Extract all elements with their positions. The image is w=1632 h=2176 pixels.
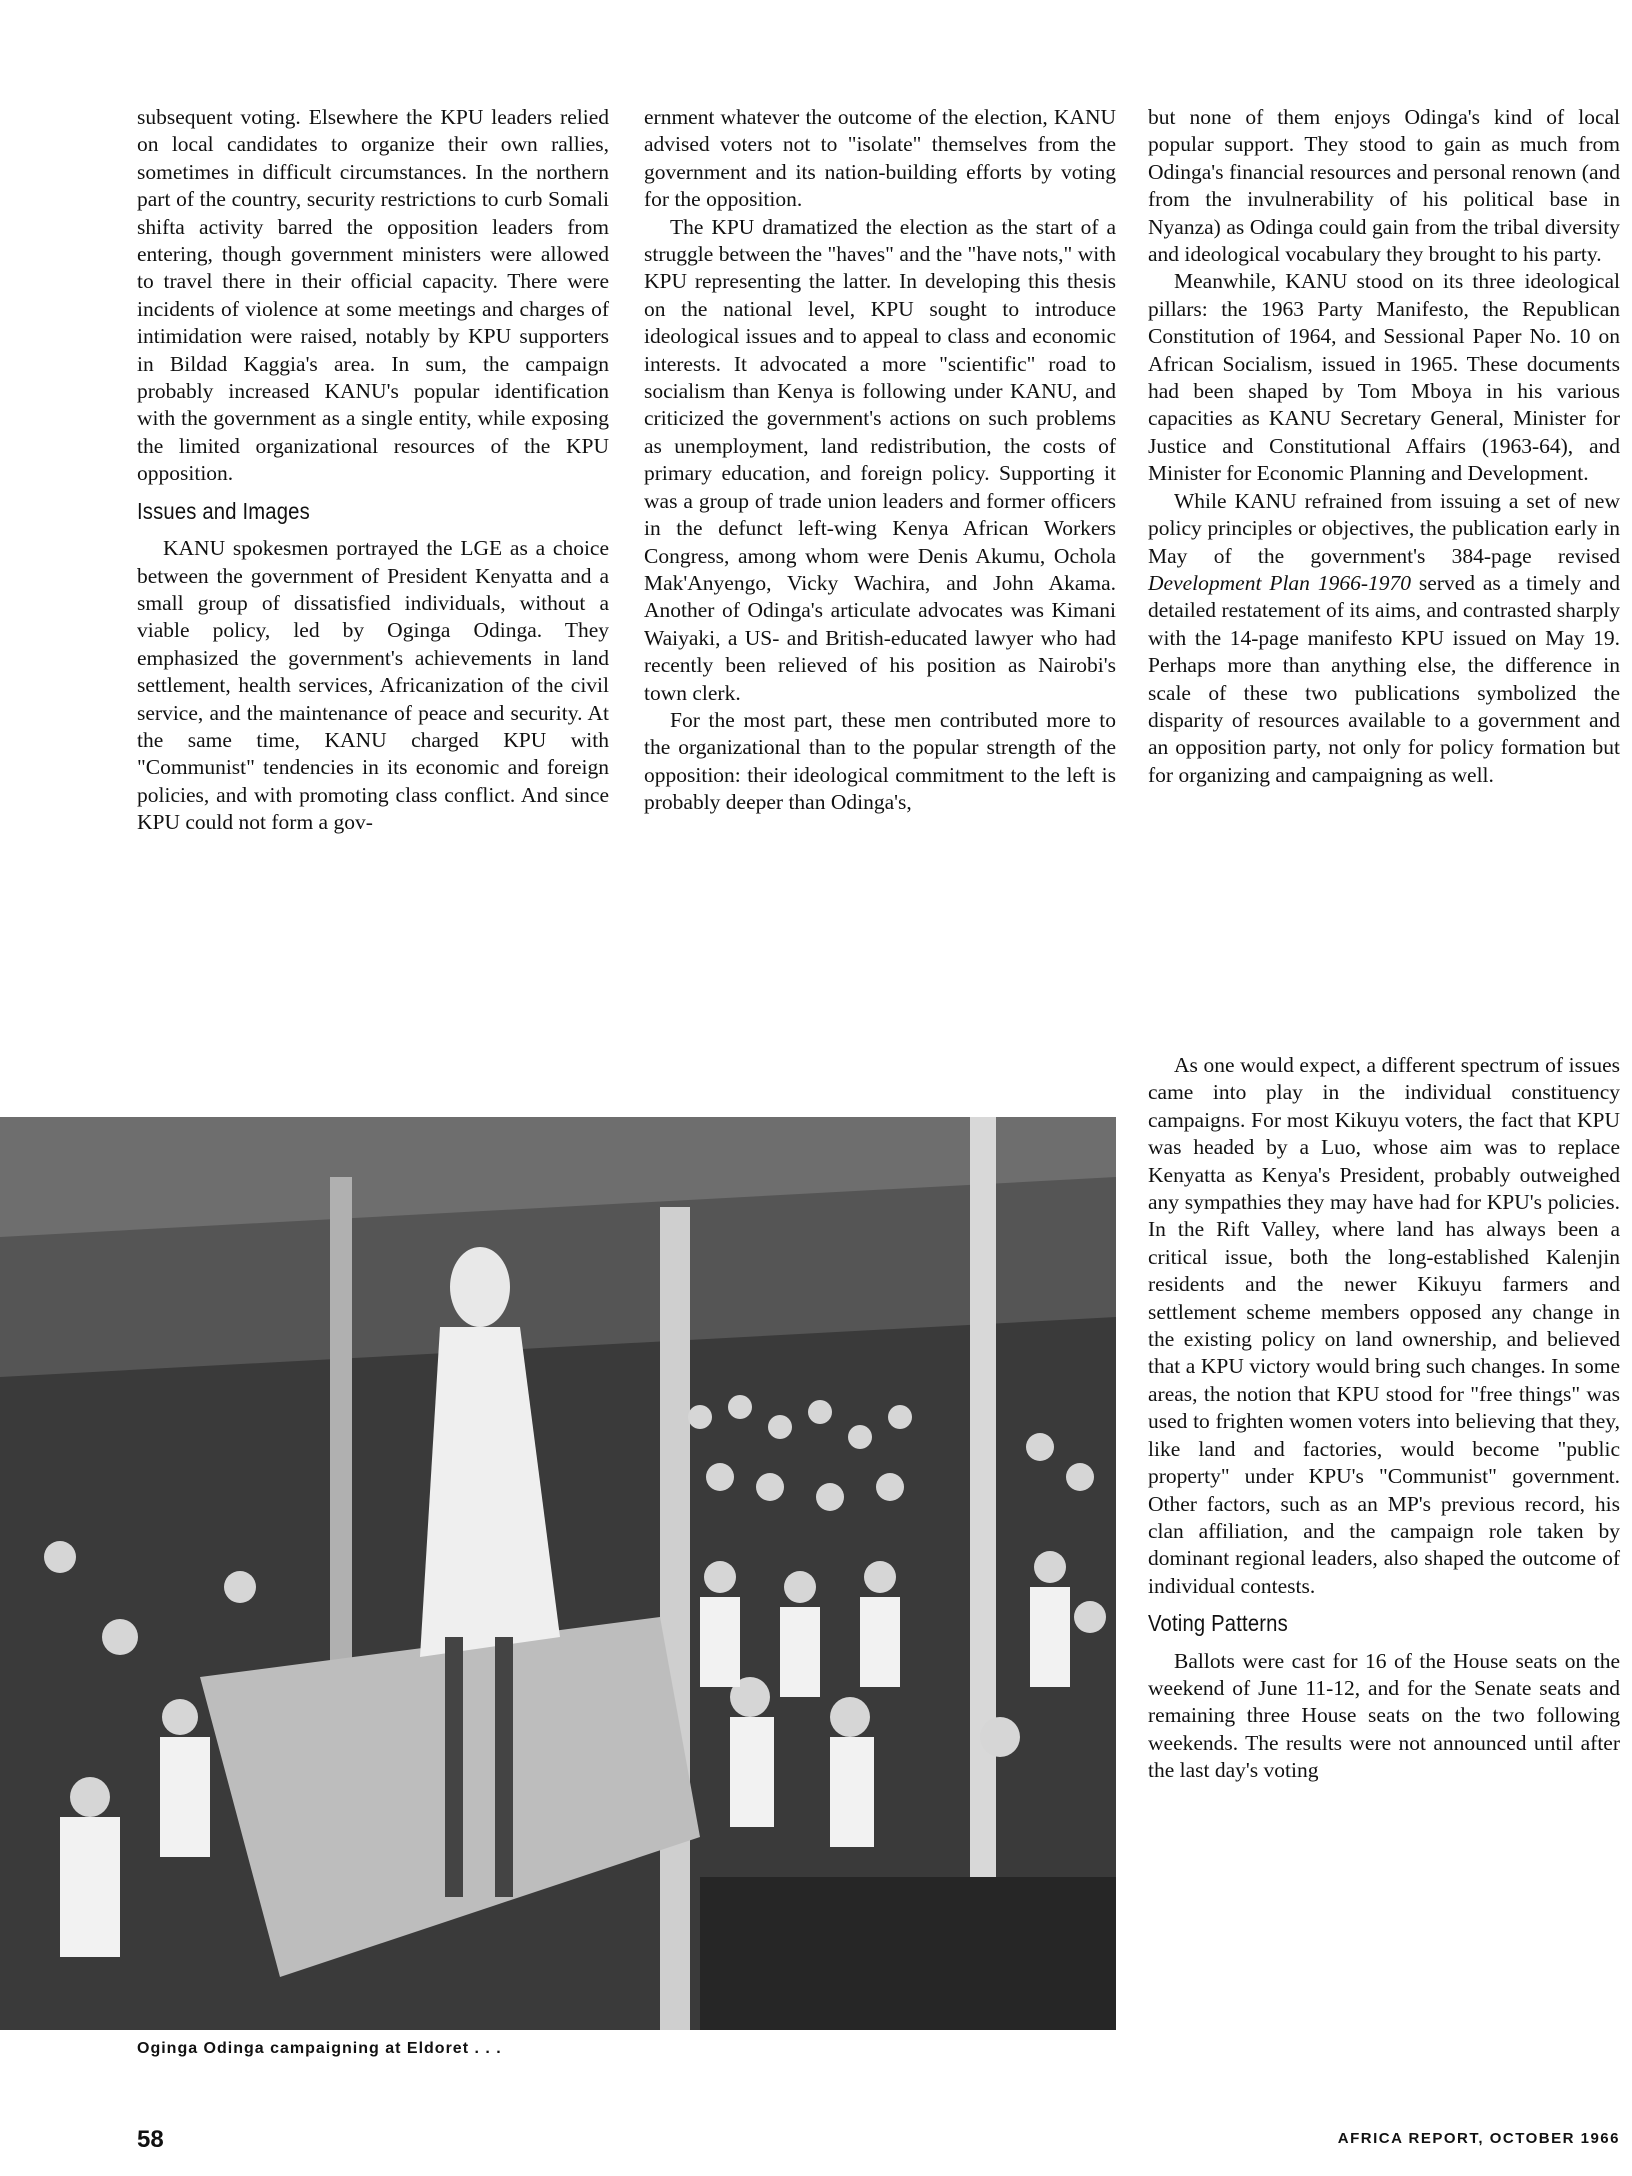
paragraph [1148,488,1620,789]
section-heading-voting: Voting Patterns [1148,1610,1288,1637]
paragraph: ernment whatever the outcome of the election, KANU advised voters not to "isolate" themselves from the government and its nation-building efforts by voting for the opposition. [644,105,1116,212]
text-column-2 [644,104,1116,817]
page-number: 58 [137,2126,164,2153]
paragraph: The KPU dramatized the election as the start of a struggle between the "haves" and the "have nots," with KPU representing the latter. In developing this thesis on the national level, KPU sought to introduce ideological issues and to appeal to class and economic interests. It advocated a more "scientific" road to socialism than Kenya is following under KANU, and criticized the government's actions on such problems as unemployment, land redistribution, the costs of primary education, and foreign policy. Supporting it was a group of trade union leaders and former officers in the defunct left-wing Kenya African Workers Congress, among whom were Denis Akumu, Ochola Mak'Anyengo, Vicky Wachira, and John Akama. Another of Odinga's articulate advocates was Kimani Waiyaki, a US- and British-educated lawyer who had recently been relieved of his position as Nairobi's town clerk. [644,214,1116,705]
publication-title: Development Plan 1966-1970 [1148,570,1411,595]
paragraph-text: While KANU refrained from issuing a set of new policy principles or objectives, the publication early in May of the government's 384-page revised [1148,488,1620,568]
paragraph: Ballots were cast for 16 of the House seats on the weekend of June 11-12, and for the Senate seats and remaining three House seats on the two following weekends. The results were not announced until after the last day's voting [1148,1648,1620,1783]
paragraph: For the most part, these men contributed more to the organizational than to the popular strength of the opposition: their ideological commitment to the left is probably deeper than Odinga's, [644,707,1116,815]
section-heading-issues: Issues and Images [137,497,310,524]
paragraph-text: served as a timely and detailed restatement of its aims, and contrasted sharply with the 14-page manifesto KPU issued on May 19. Perhaps more than anything else, the difference in scale of these two publications symbolized the disparity of resources available to a government and an opposition party, not only for policy formation but for organizing and campaigning as well. [1148,570,1621,787]
photo-caption: Oginga Odinga campaigning at Eldoret . . . [137,2040,502,2057]
running-footer: AFRICA REPORT, OCTOBER 1966 [1337,2130,1620,2147]
paragraph: KANU spokesmen portrayed the LGE as a choice between the government of President Kenyatta and a small group of dissatisfied individuals, without a viable policy, led by Oginga Odinga. They emphasized the government's achievements in land settlement, health services, Africanization of the civil service, and the maintenance of peace and security. At the same time, KANU charged KPU with "Communist" tendencies in its economic and foreign policies, and with promoting class conflict. And since KPU could not form a gov- [137,536,609,835]
paragraph: As one would expect, a different spectrum of issues came into play in the individual constituency campaigns. For most Kikuyu voters, the fact that KPU was headed by a Luo, whose aim was to replace Kenyatta as Kenya's President, probably outweighed any sympathies they may have had for KPU's policies. In the Rift Valley, where land has always been a critical issue, both the long-established Kalenjin residents and the newer Kikuyu farmers and settlement scheme members opposed any change in the existing policy on land ownership, and believed that a KPU victory would bring such changes. In some areas, the notion that KPU stood for "free things" was used to frighten women voters into believing that they, like land and factories, would become "public property" under KPU's "Communist" government. Other factors, such as an MP's previous record, his clan affiliation, and the campaign role taken by dominant regional leaders, also shaped the outcome of individual contests. [1148,1053,1620,1598]
text-column-1 [137,104,609,837]
crowd-photo-illustration [0,1117,1116,2030]
paragraph: but none of them enjoys Odinga's kind of local popular support. They stood to gain as much from Odinga's financial resources and personal renown (and from the invulnerability of his political base in Nyanza) as Odinga could gain from the tribal diversity and ideological vocabulary they brought to his party. [1148,105,1620,267]
text-column-3-continued [1148,1052,1620,1785]
campaign-photo [0,1117,1116,2030]
text-column-3 [1148,104,1620,789]
paragraph: subsequent voting. Elsewhere the KPU leaders relied on local candidates to organize their own rallies, sometimes in difficult circumstances. In the northern part of the country, security restrictions to curb Somali shifta activity barred the opposition leaders from entering, though government ministers were allowed to travel there in their official capacity. There were incidents of violence at some meetings and charges of intimidation were raised, notably by KPU supporters in Bildad Kaggia's area. In sum, the campaign probably increased KANU's popular identification with the government as a single entity, while exposing the limited organizational resources of the KPU opposition. [137,105,609,486]
paragraph: Meanwhile, KANU stood on its three ideological pillars: the 1963 Party Manifesto, the Republican Constitution of 1964, and Sessional Paper No. 10 on African Socialism, issued in 1965. These documents had been shaped by Tom Mboya in his various capacities as KANU Secretary General, Minister for Justice and Constitutional Affairs (1963-64), and Minister for Economic Planning and Development. [1148,269,1620,486]
